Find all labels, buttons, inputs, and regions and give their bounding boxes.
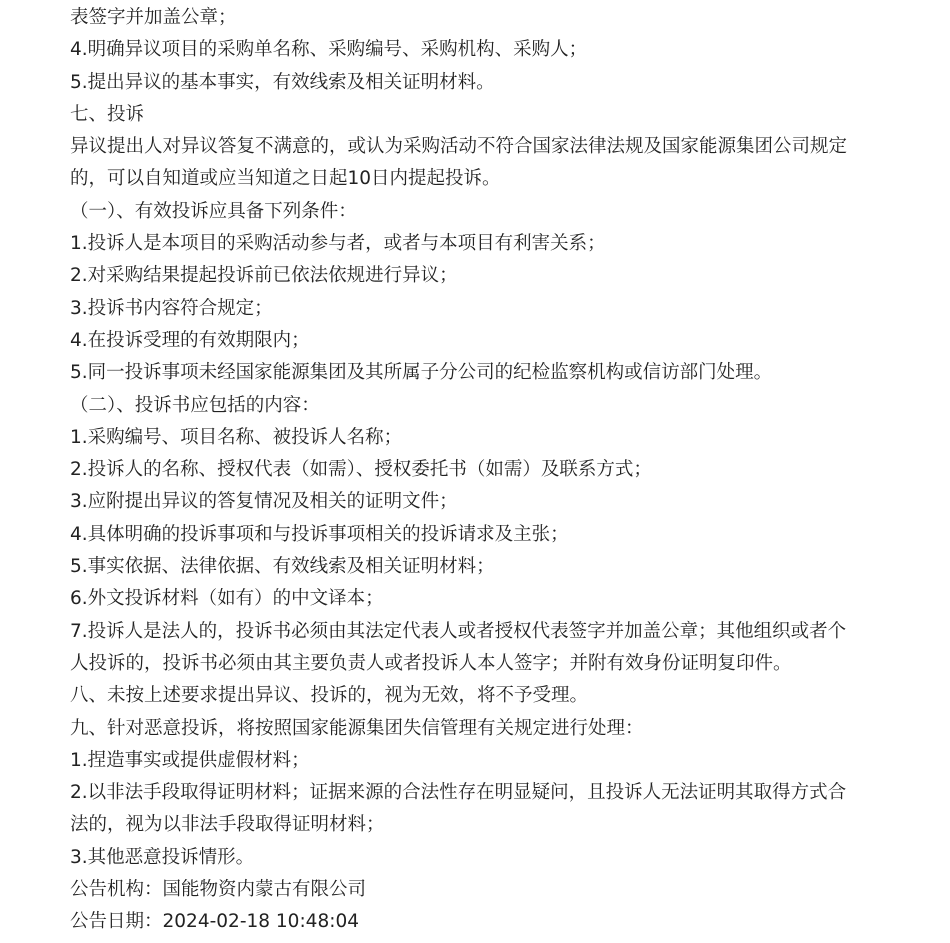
text-line: 4.明确异议项目的采购单名称、采购编号、采购机构、采购人； xyxy=(70,39,588,61)
text-line: 4.具体明确的投诉事项和与投诉事项相关的投诉请求及主张； xyxy=(70,523,569,545)
subsection-heading: （二）、投诉书应包括的内容： xyxy=(70,394,320,416)
text-line: 5.同一投诉事项未经国家能源集团及其所属子分公司的纪检监察机构或信访部门处理。 xyxy=(70,362,773,384)
announcement-agency xyxy=(70,874,890,906)
section-heading: 八、未按上述要求提出异议、投诉的，视为无效，将不予受理。 xyxy=(70,685,589,707)
text-line: 3.应附提出异议的答复情况及相关的证明文件； xyxy=(70,491,458,513)
announcement-date xyxy=(70,906,890,938)
text-line: 的，可以自知道或应当知道之日起10日内提起投诉。 xyxy=(70,168,501,190)
text-line: 3.其他恶意投诉情形。 xyxy=(70,846,255,868)
text-line: 4.在投诉受理的有效期限内； xyxy=(70,329,310,351)
text-line: 5.事实依据、法律依据、有效线索及相关证明材料； xyxy=(70,556,495,578)
text-line: 表签字并加盖公章； xyxy=(70,7,237,28)
text-line: 异议提出人对异议答复不满意的，或认为采购活动不符合国家法律法规及国家能源集团公司规定 xyxy=(70,136,848,158)
text-line: 2.投诉人的名称、授权代表（如需）、授权委托书（如需）及联系方式； xyxy=(70,459,652,481)
subsection-heading: （一）、有效投诉应具备下列条件： xyxy=(70,200,357,222)
agency-label: 公告机构： xyxy=(70,879,163,901)
text-line: 1.捏造事实或提供虚假材料； xyxy=(70,749,310,771)
text-line: 5.提出异议的基本事实，有效线索及相关证明材料。 xyxy=(70,71,495,93)
text-line: 1.投诉人是本项目的采购活动参与者，或者与本项目有利害关系； xyxy=(70,233,606,255)
text-line: 7.投诉人是法人的，投诉书必须由其法定代表人或者授权代表签字并加盖公章；其他组织或者个 xyxy=(70,620,847,642)
text-line: 6.外文投诉材料（如有）的中文译本； xyxy=(70,588,384,610)
section-heading: 九、针对恶意投诉，将按照国家能源集团失信管理有关规定进行处理： xyxy=(70,717,644,739)
text-line: 2.对采购结果提起投诉前已依法依规进行异议； xyxy=(70,265,458,287)
text-line: 2.以非法手段取得证明材料；证据来源的合法性存在明显疑问，且投诉人无法证明其取得方式合 xyxy=(70,782,847,804)
date-value: 2024-02-18 10:48:04 xyxy=(162,911,359,933)
text-line: 人投诉的，投诉书必须由其主要负责人或者投诉人本人签字；并附有效身份证明复印件。 xyxy=(70,652,792,674)
agency-name: 国能物资内蒙古有限公司 xyxy=(162,879,367,901)
section-heading: 七、投诉 xyxy=(70,103,145,125)
text-line: 法的，视为以非法手段取得证明材料； xyxy=(70,814,385,836)
text-line: 3.投诉书内容符合规定； xyxy=(70,297,273,319)
text-line: 1.采购编号、项目名称、被投诉人名称； xyxy=(70,426,403,448)
date-label: 公告日期： xyxy=(70,911,163,933)
